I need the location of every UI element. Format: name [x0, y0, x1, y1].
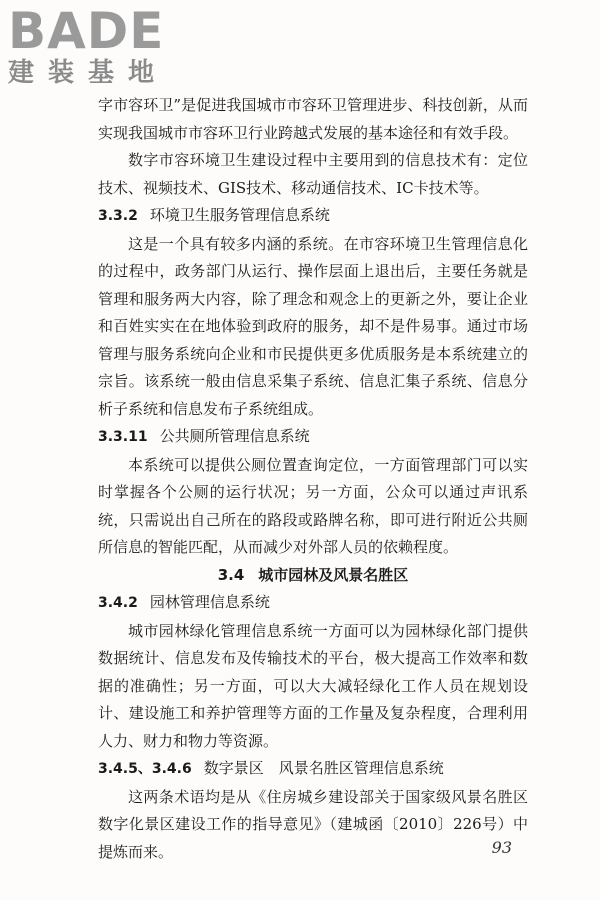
clause-title: 园林管理信息系统	[149, 593, 270, 611]
clause-heading-3-4-5	[98, 755, 528, 784]
clause-number: 3.3.11	[98, 429, 148, 445]
document-body	[98, 92, 528, 866]
clause-heading-3-3-2	[98, 202, 528, 231]
paragraph: 城市园林绿化管理信息系统一方面可以为园林绿化部门提供数据统计、信息发布及传输技术的平台，极大提高工作效率和数据的准确性；另一方面，可以大大减轻绿化工作人员在规划设计、建设施工和养护管理等方面的工作量及复杂程度，合理利用人力、财力和物力等资源。	[98, 621, 528, 750]
logo-mark: BADE	[8, 2, 165, 60]
paragraph: 这是一个具有较多内涵的系统。在市容环境卫生管理信息化的过程中，政务部门从运行、操作层面上退出后，主要任务就是管理和服务两大内容，除了理念和观念上的更新之外，要让企业和百姓实实在在地体验到政府的服务，却不是件易事。通过市场管理与服务系统向企业和市民提供更多优质服务是本系统建立的宗旨。该系统一般由信息采集子系统、信息汇集子系统、信息分析子系统和信息发布子系统组成。	[98, 234, 528, 418]
section-title: 城市园林及风景名胜区	[258, 565, 409, 584]
logo-subtitle: 建装基地	[8, 58, 169, 88]
paragraph: 本系统可以提供公厕位置查询定位，一方面管理部门可以实时掌握各个公厕的运行状况；另一方面，公众可以通过声讯系统，只需说出自己所在的路段或路牌名称，即可进行附近公共厕所信息的智能匹配，从而减少对外部人员的依赖程度。	[98, 455, 528, 556]
section-heading-3-4	[98, 562, 528, 590]
paragraph: 数字市容环境卫生建设过程中主要用到的信息技术有：定位技术、视频技术、GIS技术、移动通信技术、IC卡技术等。	[98, 151, 528, 197]
clause-number: 3.3.2	[98, 208, 138, 224]
clause-title: 数字景区 风景名胜区管理信息系统	[203, 759, 444, 777]
clause-number: 3.4.2	[98, 595, 138, 611]
section-number: 3.4	[217, 565, 245, 584]
clause-title: 环境卫生服务管理信息系统	[149, 206, 330, 224]
clause-heading-3-4-2	[98, 589, 528, 618]
bade-logo	[8, 2, 188, 92]
page-number: 93	[491, 838, 512, 857]
clause-number: 3.4.5、3.4.6	[98, 761, 192, 777]
paragraph: 这两条术语均是从《住房城乡建设部关于国家级风景名胜区数字化景区建设工作的指导意见》（建城函〔2010〕226号）中提炼而来。	[98, 787, 528, 861]
paragraph: 字市容环卫”是促进我国城市市容环卫管理进步、科技创新，从而实现我国城市市容环卫行业跨越式发展的基本途径和有效手段。	[98, 96, 528, 142]
clause-title: 公共厕所管理信息系统	[159, 427, 310, 445]
clause-heading-3-3-11	[98, 423, 528, 452]
